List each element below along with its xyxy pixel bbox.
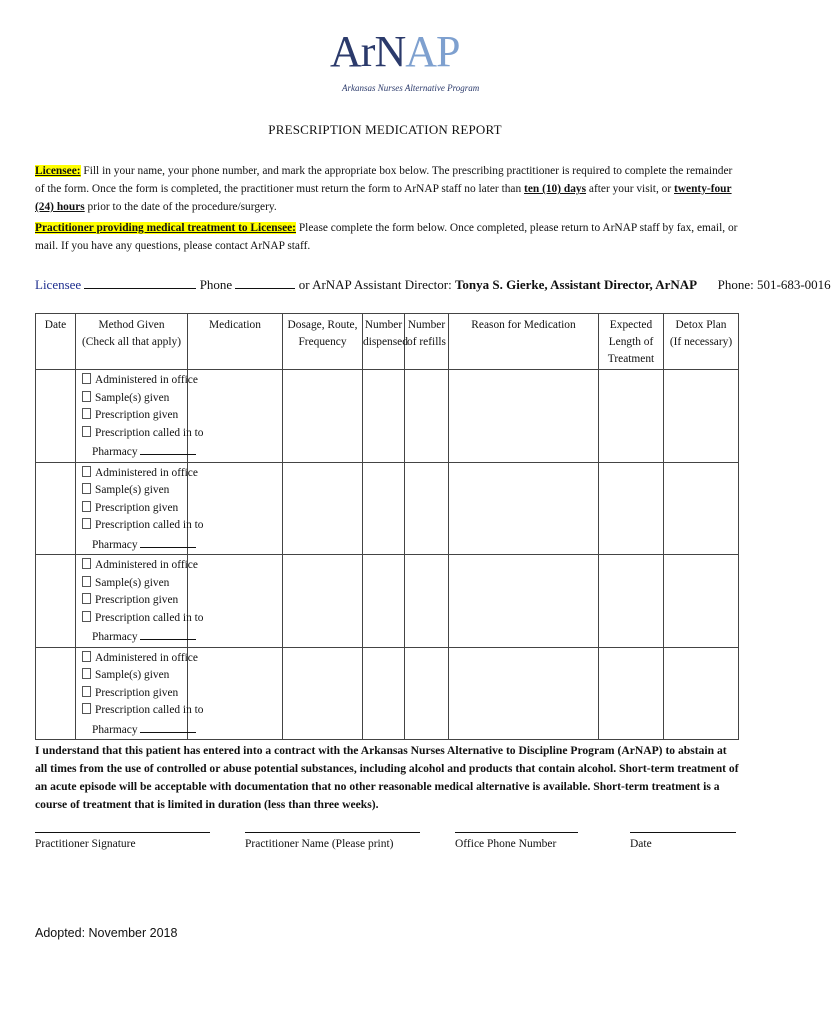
phone-label: Phone xyxy=(199,277,233,292)
table-cell[interactable] xyxy=(188,555,283,648)
checkbox-icon[interactable] xyxy=(82,611,91,622)
practitioner-instructions: Practitioner providing medical treatment to Licensee: Please complete the form below. Once completed, please return to ArNAP staff by fax, email, or mail. If you have any questions, please contact ArNAP staff. xyxy=(35,222,738,252)
table-cell[interactable] xyxy=(599,555,664,648)
table-cell[interactable] xyxy=(599,647,664,740)
method-option[interactable]: Prescription given xyxy=(82,500,187,518)
checkbox-icon[interactable] xyxy=(82,373,91,384)
table-cell[interactable] xyxy=(449,555,599,648)
signature-office-phone[interactable]: Office Phone Number xyxy=(455,832,578,850)
method-option[interactable]: Prescription called in to xyxy=(82,610,187,628)
table-cell[interactable] xyxy=(36,647,76,740)
table-cell[interactable] xyxy=(405,370,449,463)
licensee-name-field[interactable] xyxy=(84,276,196,289)
header-number-refills: Number of refills xyxy=(405,314,449,370)
or-director-text: or ArNAP Assistant Director: xyxy=(298,277,452,292)
checkbox-icon[interactable] xyxy=(82,466,91,477)
table-cell[interactable] xyxy=(405,462,449,555)
checkbox-icon[interactable] xyxy=(82,391,91,402)
method-given-cell[interactable] xyxy=(76,370,204,463)
logo-wordmark: ArNAP xyxy=(330,27,460,76)
table-row xyxy=(36,370,739,463)
director-name: Tonya S. Gierke, Assistant Director, ArNAP xyxy=(454,277,698,292)
table-cell[interactable] xyxy=(599,462,664,555)
method-option[interactable]: Sample(s) given xyxy=(82,482,187,500)
header-number-dispensed: Number dispensed xyxy=(363,314,405,370)
checkbox-icon[interactable] xyxy=(82,483,91,494)
checkbox-icon[interactable] xyxy=(82,686,91,697)
method-option[interactable]: Prescription called in to xyxy=(82,425,187,443)
method-option[interactable]: Administered in office xyxy=(82,372,187,390)
licensee-label: Licensee: xyxy=(35,165,81,177)
signature-date[interactable]: Date xyxy=(630,832,736,850)
table-cell[interactable] xyxy=(283,555,363,648)
method-option[interactable]: Prescription given xyxy=(82,592,187,610)
pharmacy-field[interactable]: Pharmacy xyxy=(82,720,187,740)
table-cell[interactable] xyxy=(449,462,599,555)
director-phone: Phone: 501-683-0016 xyxy=(717,277,831,292)
table-cell[interactable] xyxy=(405,555,449,648)
method-option[interactable]: Prescription called in to xyxy=(82,517,187,535)
checkbox-icon[interactable] xyxy=(82,703,91,714)
table-cell[interactable] xyxy=(188,647,283,740)
checkbox-icon[interactable] xyxy=(82,426,91,437)
table-header-row xyxy=(36,314,739,370)
table-cell[interactable] xyxy=(283,647,363,740)
logo-tagline: Arkansas Nurses Alternative Program xyxy=(342,83,480,93)
table-cell[interactable] xyxy=(188,370,283,463)
method-option[interactable]: Sample(s) given xyxy=(82,667,187,685)
header-date: Date xyxy=(36,314,76,370)
table-cell[interactable] xyxy=(664,462,739,555)
header-reason: Reason for Medication xyxy=(449,314,599,370)
table-row xyxy=(36,555,739,648)
checkbox-icon[interactable] xyxy=(82,501,91,512)
checkbox-icon[interactable] xyxy=(82,408,91,419)
table-cell[interactable] xyxy=(363,370,405,463)
licensee-instructions: Licensee: Fill in your name, your phone number, and mark the appropriate box below. The prescribing practitioner is required to complete the remainder of the form. Once the form is completed, the practitioner must return the form to ArNAP staff no later than ten (10) days after your visit, or twenty-four (24) hours prior to the date of the procedure/surgery. xyxy=(35,165,733,213)
checkbox-icon[interactable] xyxy=(82,593,91,604)
licensee-line xyxy=(35,276,831,293)
table-cell[interactable] xyxy=(664,370,739,463)
checkbox-icon[interactable] xyxy=(82,558,91,569)
table-cell[interactable] xyxy=(405,647,449,740)
method-given-cell[interactable] xyxy=(76,555,204,648)
table-cell[interactable] xyxy=(363,462,405,555)
agreement-statement: I understand that this patient has entered into a contract with the Arkansas Nurses Alternative to Discipline Program (ArNAP) to abstain at all times from the use of controlled or abuse potential substances, including alcohol and products that contain alcohol. Short-term treatment of an acute episode will be acceptable with documentation that no other reasonable medical alternative is available. Short-term treatment is a course of treatment that is limited in duration (less than three weeks). xyxy=(35,744,739,811)
method-option[interactable]: Prescription given xyxy=(82,407,187,425)
header-dosage: Dosage, Route, Frequency xyxy=(283,314,363,370)
table-row xyxy=(36,462,739,555)
method-option[interactable]: Sample(s) given xyxy=(82,390,187,408)
signature-practitioner[interactable]: Practitioner Signature xyxy=(35,832,210,850)
arnap-logo xyxy=(330,27,480,100)
table-cell[interactable] xyxy=(599,370,664,463)
method-option[interactable]: Prescription called in to xyxy=(82,702,187,720)
header-medication: Medication xyxy=(188,314,283,370)
method-option[interactable]: Administered in office xyxy=(82,650,187,668)
method-option[interactable]: Administered in office xyxy=(82,465,187,483)
header-method: Method Given (Check all that apply) xyxy=(76,314,188,370)
medication-table xyxy=(35,313,739,740)
table-cell[interactable] xyxy=(283,370,363,463)
table-cell[interactable] xyxy=(283,462,363,555)
checkbox-icon[interactable] xyxy=(82,518,91,529)
table-cell[interactable] xyxy=(36,370,76,463)
licensee-phone-field[interactable] xyxy=(235,276,295,289)
method-given-cell[interactable] xyxy=(76,647,204,740)
table-cell[interactable] xyxy=(363,647,405,740)
adopted-date: Adopted: November 2018 xyxy=(35,926,178,940)
table-cell[interactable] xyxy=(449,370,599,463)
pharmacy-field[interactable]: Pharmacy xyxy=(82,627,187,647)
table-cell[interactable] xyxy=(36,555,76,648)
table-row xyxy=(36,647,739,740)
checkbox-icon[interactable] xyxy=(82,651,91,662)
table-cell[interactable] xyxy=(188,462,283,555)
method-option[interactable]: Sample(s) given xyxy=(82,575,187,593)
signature-practitioner-name[interactable]: Practitioner Name (Please print) xyxy=(245,832,420,850)
checkbox-icon[interactable] xyxy=(82,668,91,679)
table-cell[interactable] xyxy=(36,462,76,555)
page-title: PRESCRIPTION MEDICATION REPORT xyxy=(268,122,502,137)
pharmacy-field[interactable]: Pharmacy xyxy=(82,442,187,462)
checkbox-icon[interactable] xyxy=(82,576,91,587)
table-cell[interactable] xyxy=(449,647,599,740)
method-option[interactable]: Administered in office xyxy=(82,557,187,575)
method-given-cell[interactable] xyxy=(76,462,204,555)
method-option[interactable]: Prescription given xyxy=(82,685,187,703)
table-cell[interactable] xyxy=(664,555,739,648)
pharmacy-field[interactable]: Pharmacy xyxy=(82,535,187,555)
table-cell[interactable] xyxy=(363,555,405,648)
table-cell[interactable] xyxy=(664,647,739,740)
header-expected-length: Expected Length of Treatment xyxy=(599,314,664,370)
header-detox-plan: Detox Plan (If necessary) xyxy=(664,314,739,370)
practitioner-label: Practitioner providing medical treatment to Licensee: xyxy=(35,222,296,234)
licensee-line-label: Licensee xyxy=(35,277,82,292)
